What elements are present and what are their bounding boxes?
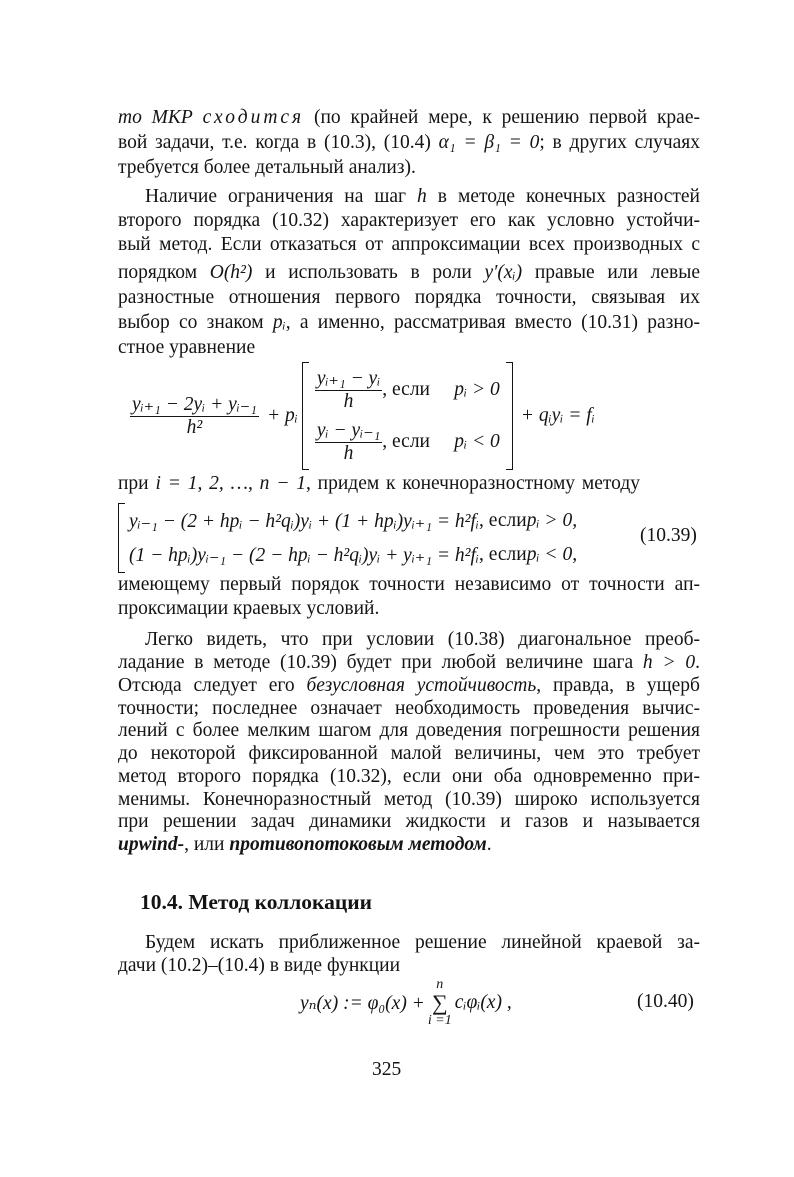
text-line: [118, 106, 700, 130]
sum-term: cᵢφᵢ(x) ,: [454, 992, 512, 1013]
term: + pᵢ: [266, 405, 298, 426]
text: ; в других случаях: [539, 132, 701, 153]
text-line: [118, 472, 640, 496]
equation-system: [118, 503, 577, 573]
left-bracket: [302, 362, 309, 470]
text-line: до некоторой фиксированной малой величины, чем это требует: [118, 743, 700, 764]
equation-number: (10.39): [640, 525, 697, 546]
text-line: второго порядка (10.32) характеризует его как условно устойчи-: [118, 210, 700, 231]
text-line: [118, 833, 700, 857]
numerator: yᵢ₊₁ − yᵢ: [316, 367, 381, 389]
text-line: точности; последнее означает необходимость проведения вычис-: [118, 698, 700, 719]
formula-lhs: yₙ(x) := φ₀(x) +: [300, 993, 425, 1014]
denominator: h: [343, 390, 354, 412]
text: Отсюда следует его: [118, 675, 307, 696]
text-line: дачи (10.2)–(10.4) в виде функции: [118, 955, 401, 976]
text: (по крайней мере, к решению первой крае-: [304, 107, 700, 128]
summation: [428, 977, 452, 1029]
equation: yᵢ₋₁ − (2 + hpᵢ − h²qᵢ)yᵢ + (1 + hpᵢ)yᵢ₊₁ = h²fᵢ: [129, 511, 479, 532]
system-row: [129, 504, 577, 538]
text: при: [118, 473, 156, 494]
right-bracket: [506, 362, 513, 470]
collocation-formula: [300, 978, 512, 1028]
condition: pᵢ > 0: [454, 379, 500, 400]
fraction: [315, 420, 382, 465]
text: ладание в методе (10.39) будет при любой величине шага: [118, 652, 643, 673]
inline-math: α₁ = β₁ = 0: [438, 132, 540, 153]
left-bracket: [118, 503, 125, 573]
system-rows: [125, 504, 577, 572]
spaced-italic-text: сходится: [202, 107, 305, 128]
condition: pᵢ < 0,: [526, 544, 578, 565]
term: + qᵢyᵢ = fᵢ: [520, 405, 595, 426]
section-heading: 10.4. Метод коллокации: [140, 890, 373, 914]
text: .: [486, 834, 492, 855]
text-line: менимы. Конечноразностный метод (10.39) широко используется: [118, 789, 700, 810]
italic-text: то МКР: [118, 107, 203, 128]
fraction: [315, 368, 382, 413]
case-row: [315, 364, 500, 416]
sum-sign: ∑: [431, 990, 448, 1015]
system-row: [129, 538, 577, 572]
text-line: Легко видеть, что при условии (10.38) диагональное преоб-: [145, 629, 700, 650]
bold-italic-term: upwind-: [118, 834, 185, 855]
text-line: [145, 185, 700, 209]
text-line: [118, 131, 700, 155]
text: вой задачи, т.е. когда в (10.3), (10.4): [118, 132, 439, 153]
text: , придем к конечноразностному методу: [305, 473, 640, 494]
case-row: [315, 416, 500, 468]
inline-math: pᵢ: [272, 312, 286, 333]
denominator: h: [343, 442, 354, 464]
text: , или: [184, 834, 230, 855]
text-line: вый метод. Если отказаться от аппроксимации всех производных с: [118, 234, 700, 255]
text: выбор со знаком: [118, 312, 273, 333]
sum-upper-limit: n: [436, 977, 444, 992]
denominator: h²: [186, 416, 203, 438]
text: правые или левые: [522, 262, 700, 283]
text-line: при решении задач динамики жидкости и газов и называется: [118, 811, 700, 832]
text: Наличие ограничения на шаг: [145, 186, 418, 207]
text: , если: [382, 379, 430, 400]
inline-math: i = 1, 2, …, n − 1: [155, 473, 306, 494]
text-line: проксимации краевых условий.: [118, 598, 380, 619]
text: , если: [479, 510, 527, 531]
numerator: yᵢ₊₁ − 2yᵢ + yᵢ₋₁: [132, 393, 257, 415]
text-line: [118, 311, 700, 335]
text-line: лений с более мелким шагом для доведения погрешности решения: [118, 720, 700, 741]
fraction: [130, 394, 259, 439]
equation-number: (10.40): [637, 991, 694, 1012]
text-line: [118, 674, 700, 698]
text: , а именно, рассматривая вместо (10.31) разно-: [285, 312, 700, 333]
cases: [309, 364, 506, 468]
text: и использовать в роли: [252, 262, 485, 283]
text: , если: [382, 431, 430, 452]
bold-italic-term: противопотоковым методом: [229, 834, 487, 855]
page-number: 325: [372, 1059, 402, 1080]
text-line: имеющему первый порядок точности независимо от точности ап-: [118, 574, 700, 595]
inline-math: h: [417, 186, 427, 207]
condition: pᵢ > 0,: [526, 510, 578, 531]
text: порядком: [118, 262, 210, 283]
text-line: разностные отношения первого порядка точности, связывая их: [118, 287, 700, 308]
text-line: [118, 261, 700, 285]
text-line: стное уравнение: [118, 337, 256, 358]
equation: (1 − hpᵢ)yᵢ₋₁ − (2 − hpᵢ − h²qᵢ)yᵢ + yᵢ₊₁ = h²fᵢ: [129, 545, 479, 566]
inline-math: O(h²): [209, 262, 253, 283]
text-line: метод второго порядка (10.32), если они оба одновременно при-: [118, 766, 700, 787]
inline-math: y′(xᵢ): [484, 262, 523, 283]
condition: pᵢ < 0: [454, 431, 500, 452]
text: , правда, в ущерб: [536, 675, 700, 696]
difference-equation: [130, 362, 595, 470]
sum-lower-limit: i =1: [427, 1013, 452, 1028]
text-line: требуется более детальный анализ).: [118, 157, 416, 178]
text: , если: [479, 544, 527, 565]
text: в методе конечных разностей: [426, 186, 700, 207]
inline-math: h > 0: [642, 652, 696, 673]
text: .: [695, 652, 700, 673]
numerator: yᵢ − yᵢ₋₁: [316, 419, 381, 441]
italic-term: безусловная устойчивость: [306, 675, 537, 696]
text-line: Будем искать приближенное решение линейной краевой за-: [145, 932, 700, 953]
text-line: [118, 651, 700, 675]
